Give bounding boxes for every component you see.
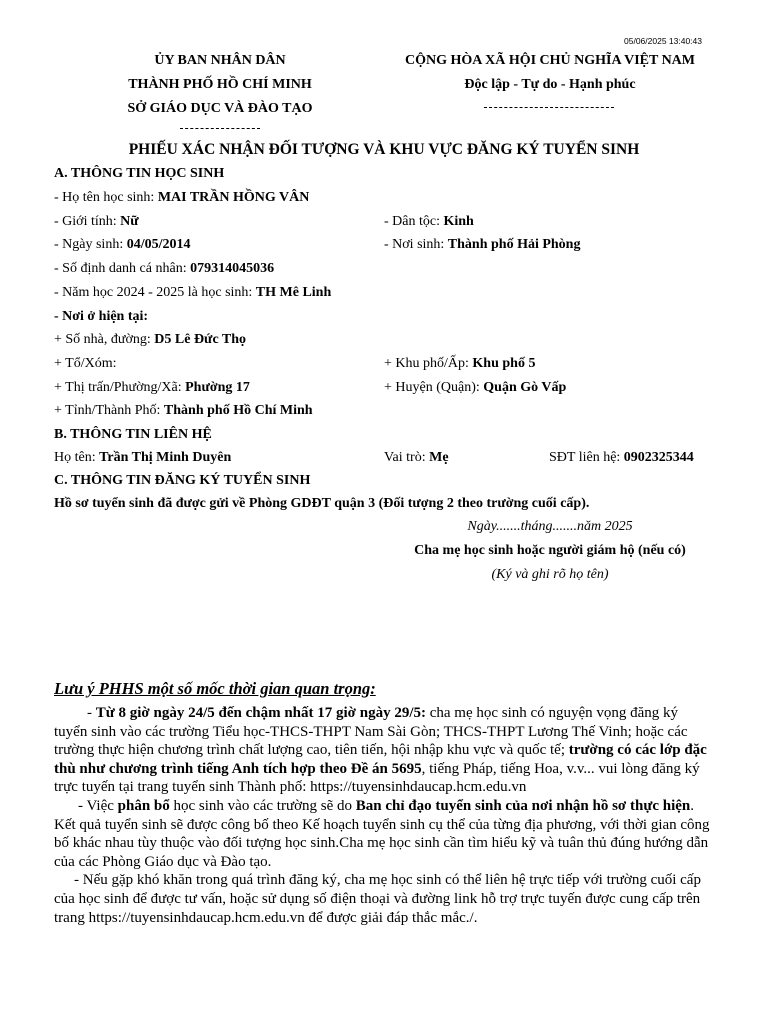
contact-phone-label: SĐT liên hệ:: [549, 450, 621, 465]
note-1-deadline: Từ 8 giờ ngày 24/5 đến chậm nhất 17 giờ ngày 29/5:: [95, 705, 426, 721]
school-value: TH Mê Linh: [255, 285, 332, 300]
notes-heading: Lưu ý PHHS một số mốc thời gian quan trọng:: [54, 679, 376, 698]
birthplace-value: Thành phố Hải Phòng: [447, 237, 581, 252]
contact-role-value: Mẹ: [429, 450, 449, 465]
note-paragraph-2: [54, 797, 714, 871]
national-title: CỘNG HÒA XÃ HỘI CHỦ NGHĨA VIỆT NAM: [404, 53, 695, 68]
contact-phone-value: 0902325344: [623, 450, 694, 465]
note-2-text: học sinh vào các trường sẽ do: [169, 797, 356, 814]
note-1-dash: -: [87, 705, 96, 721]
residence-heading: - Nơi ở hiện tại:: [54, 309, 149, 324]
contact-name-label: Họ tên:: [54, 450, 96, 465]
ward-value: Phường 17: [185, 380, 250, 395]
birthplace-label: - Nơi sinh:: [384, 237, 445, 252]
note-1-highlight: trường có các lớp đặc thù như chương trình tiếng Anh tích hợp theo Đề án 5695: [54, 742, 707, 777]
notes-body: [54, 704, 714, 927]
quarter-row: [384, 356, 535, 372]
section-b-heading: B. THÔNG TIN LIÊN HỆ: [54, 427, 212, 442]
ward-row: [54, 380, 250, 396]
dob-label: - Ngày sinh:: [54, 237, 124, 252]
contact-role-row: [384, 450, 449, 466]
ward-label: + Thị trấn/Phường/Xã:: [54, 380, 182, 395]
district-row: [384, 380, 566, 396]
gender-row: [54, 214, 139, 230]
city-label: + Tỉnh/Thành Phố:: [54, 403, 161, 418]
section-c-heading: C. THÔNG TIN ĐĂNG KÝ TUYỂN SINH: [54, 473, 311, 488]
gender-value: Nữ: [120, 214, 139, 229]
dob-row: [54, 237, 191, 253]
id-value: 079314045036: [190, 261, 275, 276]
signature-signer: Cha mẹ học sinh hoặc người giám hộ (nếu có): [414, 543, 686, 558]
city-row: [54, 403, 313, 419]
id-label: - Số định danh cá nhân:: [54, 261, 187, 276]
student-name-value: MAI TRẦN HỒNG VÂN: [157, 190, 310, 205]
registration-statement: Hồ sơ tuyển sinh đã được gửi về Phòng GDĐT quận 3 (Đối tượng 2 theo trường cuối cấp).: [54, 496, 590, 511]
section-a-heading: A. THÔNG TIN HỌC SINH: [54, 166, 225, 181]
contact-name-row: [54, 450, 231, 466]
note-1-text: cha mẹ học sinh có nguyện vọng đăng ký tuyển sinh vào các trường Tiểu học-THCS-THPT Nam Sài Gòn; THCS-THPT Lương Thế Vinh; hoặc các trường thực hiện chương trình chất lượng cao, tiên tiến, hội nhập khu vực và quốc tế;: [54, 705, 688, 759]
note-paragraph-1: [54, 704, 714, 797]
motto-underline: [484, 107, 614, 108]
agency-line-3: SỞ GIÁO DỤC VÀ ĐÀO TẠO: [127, 101, 313, 116]
quarter-value: Khu phố 5: [472, 356, 536, 371]
city-value: Thành phố Hồ Chí Minh: [163, 403, 313, 418]
contact-phone-row: [549, 450, 694, 466]
form-title: PHIẾU XÁC NHẬN ĐỐI TƯỢNG VÀ KHU VỰC ĐĂNG KÝ TUYỂN SINH: [128, 141, 640, 158]
note-2-board: Ban chỉ đạo tuyển sinh của nơi nhận hồ sơ thực hiện: [355, 797, 691, 814]
id-row: [54, 261, 274, 277]
print-timestamp: 05/06/2025 13:40:43: [624, 36, 702, 46]
gender-label: - Giới tính:: [54, 214, 117, 229]
agency-line-1: ỦY BAN NHÂN DÂN: [154, 53, 286, 68]
signature-instruction: (Ký và ghi rõ họ tên): [491, 567, 609, 582]
district-label: + Huyện (Quận):: [384, 380, 480, 395]
note-2-allocation: phân bổ: [117, 797, 170, 814]
dob-value: 04/05/2014: [126, 237, 191, 252]
agency-line-2: THÀNH PHỐ HỒ CHÍ MINH: [128, 77, 312, 92]
national-motto: Độc lập - Tự do - Hạnh phúc: [464, 77, 636, 92]
street-row: [54, 332, 246, 348]
street-value: D5 Lê Đức Thọ: [154, 332, 247, 347]
student-name-row: [54, 190, 309, 206]
signature-date-line: Ngày.......tháng.......năm 2025: [467, 519, 633, 534]
ethnicity-label: - Dân tộc:: [384, 214, 440, 229]
street-label: + Số nhà, đường:: [54, 332, 151, 347]
hamlet-label: + Tổ/Xóm:: [54, 356, 117, 371]
ethnicity-value: Kinh: [443, 214, 474, 229]
quarter-label: + Khu phố/Ấp:: [384, 356, 469, 371]
note-2-tail: . Kết quả tuyển sinh sẽ được công bố theo Kế hoạch tuyển sinh cụ thể của từng địa phương, với thời gian công bố khác nhau tùy thuộc vào đối tượng học sinh.Cha mẹ học sinh cần tìm hiểu kỹ và tuân thủ đúng hướng dẫn của các Phòng Giáo dục và Đào tạo.: [54, 797, 710, 870]
student-name-label: - Họ tên học sinh:: [54, 190, 155, 205]
birthplace-row: [384, 237, 580, 253]
contact-role-label: Vai trò:: [384, 450, 426, 465]
ethnicity-row: [384, 214, 474, 230]
note-1-tail: , tiếng Pháp, tiếng Hoa, v.v... vui lòng đăng ký trực tuyến tại trang tuyển sinh Thành phố: https://tuyensinhdaucap.hcm.edu.vn: [54, 760, 700, 796]
school-label: - Năm học 2024 - 2025 là học sinh:: [54, 285, 253, 300]
school-row: [54, 285, 331, 301]
note-2-dash: - Việc: [78, 797, 118, 814]
district-value: Quận Gò Vấp: [483, 380, 567, 395]
agency-underline: [180, 128, 260, 129]
note-paragraph-3: - Nếu gặp khó khăn trong quá trình đăng ký, cha mẹ học sinh có thể liên hệ trực tiếp với trường cuối cấp của học sinh để được tư vấn, hoặc sử dụng số điện thoại và đường link hỗ trợ trực tuyến được cung cấp trên trang https://tuyensinhdaucap.hcm.edu.vn để được giải đáp thắc mắc./.: [54, 872, 701, 926]
contact-name-value: Trần Thị Minh Duyên: [99, 450, 232, 465]
